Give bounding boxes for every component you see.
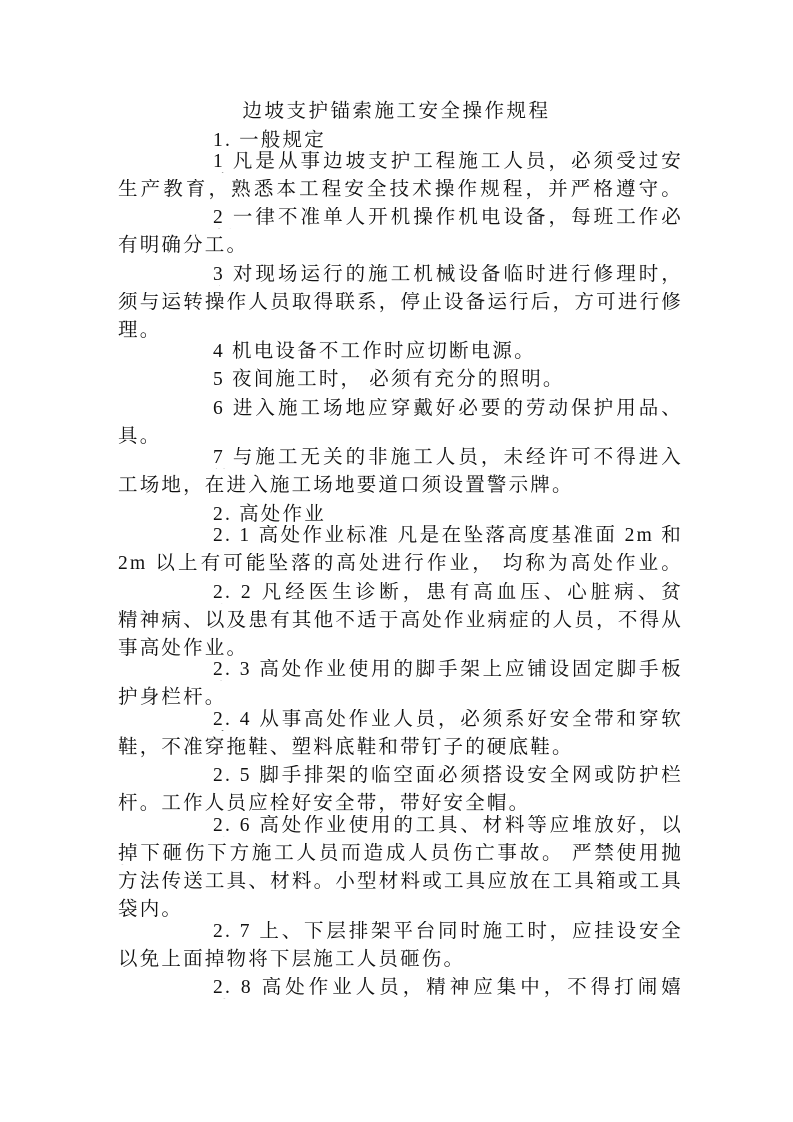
- document-line: 1. 一般规定: [213, 130, 326, 151]
- document-line: 6 进入施工场地应穿戴好必要的劳动保护用品、: [213, 398, 683, 419]
- document-title: 边坡支护锚索施工安全操作规程: [242, 101, 551, 122]
- document-line: 2. 3 高处作业使用的脚手架上应铺设固定脚手板: [213, 659, 683, 680]
- document-line: 有明确分工。: [118, 235, 249, 256]
- document-line: 袋内。: [118, 899, 184, 920]
- document-line: 2. 2 凡经医生诊断，患有高血压、心脏病、贫: [213, 582, 683, 603]
- document-line: 护身栏杆。: [118, 687, 227, 708]
- document-line: 掉下砸伤下方施工人员而造成人员伤亡事故。 严禁使用抛: [118, 843, 683, 864]
- document-line: 理。: [118, 320, 162, 341]
- document-line: 2. 8 高处作业人员，精神应集中，不得打闹嬉: [213, 977, 683, 998]
- document-line: 2. 高处作业: [213, 504, 326, 525]
- document-line: 2. 5 脚手排架的临空面必须搭设安全网或防护栏: [213, 765, 683, 786]
- document-line: 生产教育，熟悉本工程安全技术操作规程，并严格遵守。: [118, 179, 683, 200]
- document-line: 方法传送工具、材料。小型材料或工具应放在工具箱或工具: [118, 871, 683, 892]
- document-line: 精神病、以及患有其他不适于高处作业病症的人员，不得从: [118, 610, 683, 631]
- document-line: 2. 1 高处作业标准 凡是在坠落高度基准面 2m 和: [213, 525, 683, 546]
- document-line: 2. 4 从事高处作业人员，必须系好安全带和穿软: [213, 709, 683, 730]
- document-line: 须与运转操作人员取得联系，停止设备运行后，方可进行修: [118, 292, 683, 313]
- document-line: 2. 6 高处作业使用的工具、材料等应堆放好，以: [213, 815, 683, 836]
- document-line: 7 与施工无关的非施工人员，未经许可不得进入: [213, 447, 683, 468]
- document-line: 2 一律不准单人开机操作机电设备，每班工作必: [213, 207, 683, 228]
- document-line: 4 机电设备不工作时应切断电源。: [213, 341, 536, 362]
- document-line: 2m 以上有可能坠落的高处进行作业， 均称为高处作业。: [118, 553, 683, 574]
- document-line: 2. 7 上、下层排架平台同时施工时，应挂设安全: [213, 921, 683, 942]
- document-line: 以免上面掉物将下层施工人员砸伤。: [118, 949, 466, 970]
- document-line: 工场地，在进入施工场地要道口须设置警示牌。: [118, 475, 574, 496]
- document-line: 3 对现场运行的施工机械设备临时进行修理时，: [213, 264, 683, 285]
- document-line: 具。: [118, 426, 162, 447]
- document-line: 5 夜间施工时， 必须有充分的照明。: [213, 369, 565, 390]
- document-line: 1 凡是从事边坡支护工程施工人员，必须受过安: [213, 151, 683, 172]
- document-line: 杆。工作人员应栓好安全带，带好安全帽。: [118, 793, 531, 814]
- document-line: 事高处作业。: [118, 638, 249, 659]
- document-line: 鞋，不准穿拖鞋、塑料底鞋和带钉子的硬底鞋。: [118, 737, 574, 758]
